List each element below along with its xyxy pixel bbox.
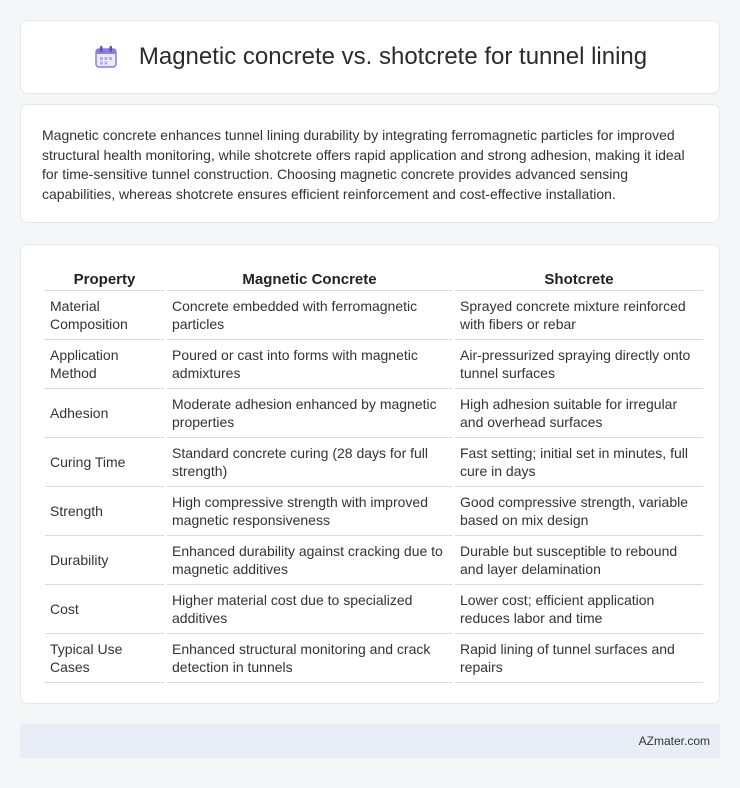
page-title: Magnetic concrete vs. shotcrete for tunnel lining <box>138 43 648 70</box>
header-property: Property <box>45 265 164 291</box>
cell-shotcrete: Air-pressurized spraying directly onto tunnel surfaces <box>455 340 703 389</box>
cell-property: Curing Time <box>45 438 164 487</box>
cell-property: Durability <box>45 536 164 585</box>
cell-magnetic-concrete: Moderate adhesion enhanced by magnetic properties <box>167 389 452 438</box>
cell-property: Material Composition <box>45 291 164 340</box>
table-header-row <box>45 265 703 291</box>
footer <box>20 724 720 758</box>
summary-text: Magnetic concrete enhances tunnel lining durability by integrating ferromagnetic particles for improved structural health monitoring, while shotcrete offers rapid application and strong adhesion, making it ideal for time-sensitive tunnel construction. Choosing magnetic concrete provides advanced sensing capabilities, whereas shotcrete ensures efficient reinforcement and cost-effective installation. <box>42 127 685 202</box>
cell-magnetic-concrete: Higher material cost due to specialized additives <box>167 585 452 634</box>
header-shotcrete: Shotcrete <box>455 265 703 291</box>
cell-magnetic-concrete: Enhanced durability against cracking due to magnetic additives <box>167 536 452 585</box>
cell-property: Cost <box>45 585 164 634</box>
cell-magnetic-concrete: High compressive strength with improved magnetic responsiveness <box>167 487 452 536</box>
footer-source: AZmater.com <box>638 734 710 748</box>
cell-shotcrete: Sprayed concrete mixture reinforced with fibers or rebar <box>455 291 703 340</box>
table-row <box>45 585 703 634</box>
cell-shotcrete: Rapid lining of tunnel surfaces and repairs <box>455 634 703 683</box>
header-magnetic-concrete: Magnetic Concrete <box>167 265 452 291</box>
cell-shotcrete: Good compressive strength, variable based on mix design <box>455 487 703 536</box>
comparison-table <box>42 265 706 683</box>
table-row <box>45 536 703 585</box>
cell-shotcrete: Lower cost; efficient application reduces labor and time <box>455 585 703 634</box>
title-card <box>20 20 720 94</box>
cell-shotcrete: Fast setting; initial set in minutes, full cure in days <box>455 438 703 487</box>
table-row <box>45 291 703 340</box>
table-row <box>45 438 703 487</box>
cell-shotcrete: Durable but susceptible to rebound and layer delamination <box>455 536 703 585</box>
table-row <box>45 487 703 536</box>
cell-magnetic-concrete: Enhanced structural monitoring and crack detection in tunnels <box>167 634 452 683</box>
calendar-icon <box>93 44 119 70</box>
summary-card <box>20 104 720 223</box>
cell-property: Typical Use Cases <box>45 634 164 683</box>
table-row <box>45 340 703 389</box>
cell-magnetic-concrete: Poured or cast into forms with magnetic admixtures <box>167 340 452 389</box>
cell-magnetic-concrete: Concrete embedded with ferromagnetic particles <box>167 291 452 340</box>
table-row <box>45 389 703 438</box>
cell-property: Application Method <box>45 340 164 389</box>
table-row <box>45 634 703 683</box>
comparison-table-card <box>20 244 720 704</box>
cell-property: Strength <box>45 487 164 536</box>
cell-shotcrete: High adhesion suitable for irregular and overhead surfaces <box>455 389 703 438</box>
cell-property: Adhesion <box>45 389 164 438</box>
cell-magnetic-concrete: Standard concrete curing (28 days for full strength) <box>167 438 452 487</box>
